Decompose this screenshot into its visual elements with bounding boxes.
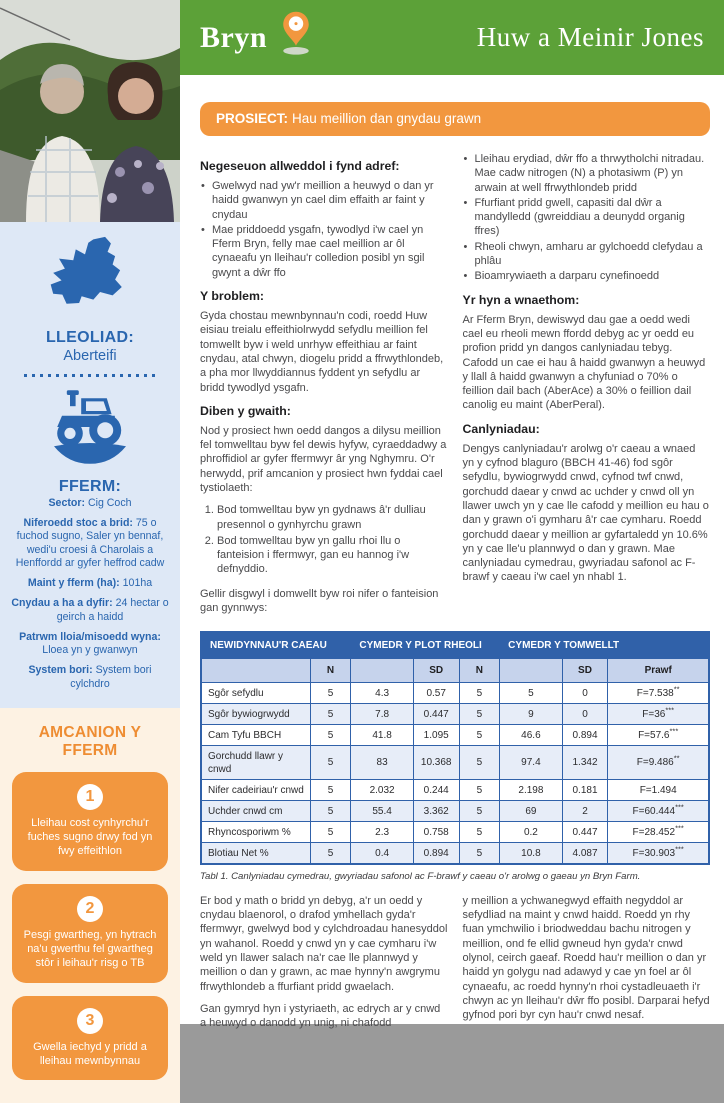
group-header: CYMEDR Y PLOT RHEOLI — [351, 632, 500, 659]
benefits-list — [463, 152, 711, 284]
row-label: Rhyncosporiwm % — [201, 822, 310, 843]
table-row — [201, 704, 709, 725]
table-cell: 1.095 — [413, 725, 459, 746]
table-cell: 9 — [500, 704, 562, 725]
row-label: Gorchudd llawr y cnwd — [201, 746, 310, 780]
sub-header — [351, 659, 413, 683]
table-cell: 0.894 — [562, 725, 608, 746]
farmers-photo — [0, 0, 180, 222]
objective-card-1 — [12, 772, 168, 871]
group-header: CYMEDR Y TOMWELLT — [500, 632, 709, 659]
table-cell: 0 — [562, 683, 608, 704]
brand-logo: Bryn — [200, 20, 268, 54]
table-cell: F=57.6*** — [608, 725, 709, 746]
row-label: Sgôr bywiogrwydd — [201, 704, 310, 725]
table-cell: 2.032 — [351, 780, 413, 801]
objective-text: Lleihau cost cynhyrchu'r fuches sugno drwy fod yn fwy effeithlon — [27, 816, 153, 858]
table-cell: 0.894 — [413, 843, 459, 865]
sub-header — [500, 659, 562, 683]
section-heading-key-messages: Negeseuon allweddol i fynd adref: — [200, 159, 400, 173]
table-cell: 4.3 — [351, 683, 413, 704]
table-cell: F=7.538** — [608, 683, 709, 704]
table-cell: 0.447 — [562, 822, 608, 843]
wales-map-icon — [8, 236, 172, 323]
table-cell: 5 — [459, 843, 500, 865]
table-cell: 10.8 — [500, 843, 562, 865]
sub-header — [201, 659, 310, 683]
closing-right-column — [463, 894, 711, 1039]
farm-detail — [8, 577, 172, 590]
table-cell: 10.368 — [413, 746, 459, 780]
table-cell: 5 — [459, 822, 500, 843]
closing-left-column — [200, 894, 448, 1039]
table-cell: 7.8 — [351, 704, 413, 725]
table-cell: 0.57 — [413, 683, 459, 704]
closing-paragraph: Gan gymryd hyn i ystyriaeth, ac edrych ar y cnwd a heuwyd o danodd yn unig, ni chafodd — [200, 1002, 441, 1030]
sub-header: Prawf — [608, 659, 709, 683]
table-cell: 1.342 — [562, 746, 608, 780]
list-item: • Mae priddoedd ysgafn, tywodlyd i'w cael yn Fferm Bryn, felly mae cael meillion ar ôl cynaeafu yn lleihau'r colledion posibl yn sgil gwynt a dŵr ffo — [200, 223, 448, 280]
main-area — [180, 0, 724, 1030]
page-header — [180, 0, 724, 75]
aim-outro: Gellir disgwyl i domwellt byw roi nifer o fanteision gan gynnwys: — [200, 587, 439, 615]
table-cell: 46.6 — [500, 725, 562, 746]
table-cell: 5 — [459, 780, 500, 801]
row-label: Cam Tyfu BBCH — [201, 725, 310, 746]
table-cell: F=9.486** — [608, 746, 709, 780]
location-value: Aberteifi — [63, 348, 117, 364]
aim-intro: Nod y prosiect hwn oedd dangos a dilysu meillion fel tomwelltau byw fel dewis hyfyw, cyraeddadwy a phroffidiol ar gyfer ffermwyr âr yng Nghymru. O'r herwydd, prif amcanion y prosiect hwn fyddai cael tystiolaeth: — [200, 424, 447, 494]
table-cell: 5 — [310, 683, 351, 704]
table-cell: F=60.444*** — [608, 801, 709, 822]
table-row — [201, 725, 709, 746]
objective-number: 2 — [77, 896, 103, 922]
two-column-text — [200, 150, 710, 623]
table-group-header-row — [201, 632, 709, 659]
closing-paragraph: y meillion a ychwanegwyd effaith negyddol ar sefydliad na maint y cnwd haidd. Roedd yn rhy fuan ymchwilio i briodweddau bachu nitrogen y meillion, ond fe ellid gwneud hyn gyda'r cnwd olynol, ceirch gaeaf. Roedd hau'r meillion o dan yr haidd yn golygu nad adawyd y cae yn foel ar ôl cynaeafu, ac roedd hynny'n rhoi cystadleuaeth i'r chwyn ac yn lleihau'r dŵr ffo posibl. Darparai hefyd gyfnod pori byr cyn hau'r cnwd nesaf. — [462, 894, 710, 1022]
sub-header: SD — [562, 659, 608, 683]
table-cell: 5 — [459, 725, 500, 746]
results-table-body — [201, 683, 709, 865]
table-cell: 83 — [351, 746, 413, 780]
dotted-divider — [24, 374, 156, 377]
sub-header: N — [459, 659, 500, 683]
table-cell: 5 — [459, 683, 500, 704]
list-item: 1. Bod tomwelltau byw yn gydnaws â'r dulliau presennol o gynhyrchu grawn — [217, 503, 448, 532]
list-item: • Bioamrywiaeth a darparu cynefinoedd — [463, 269, 711, 283]
table-row — [201, 843, 709, 865]
table-cell: 5 — [310, 725, 351, 746]
closing-two-column-text — [200, 894, 710, 1039]
table-cell: 2.3 — [351, 822, 413, 843]
table-row — [201, 780, 709, 801]
farm-detail — [8, 631, 172, 657]
table-cell: 5 — [310, 780, 351, 801]
table-cell: 0.244 — [413, 780, 459, 801]
table-row — [201, 683, 709, 704]
detail-label: System bori: — [28, 664, 93, 677]
table-row — [201, 801, 709, 822]
table-cell: 5 — [459, 704, 500, 725]
location-panel — [0, 222, 180, 708]
list-item: 2. Bod tomwelltau byw yn gallu rhoi llu o fanteision i ffermwyr, gan eu hannog i'w defnyddio. — [217, 534, 448, 577]
table-cell: 69 — [500, 801, 562, 822]
detail-value: Lloea yn y gwanwyn — [42, 644, 138, 657]
objectives-panel — [0, 708, 180, 1103]
list-item: • Lleihau erydiad, dŵr ffo a thrwytholchi nitradau. Mae cadw nitrogen (N) a photasiwm (P) yn arwain at well ffrwythlondeb pridd — [463, 152, 711, 195]
table-cell: 5 — [310, 801, 351, 822]
sub-header: SD — [413, 659, 459, 683]
detail-label: Sector: — [48, 497, 85, 509]
section-heading-what-we-did: Yr hyn a wnaethom: — [462, 292, 580, 307]
table-cell: 0.758 — [413, 822, 459, 843]
sub-header: N — [310, 659, 351, 683]
group-header: NEWIDYNNAU'R CAEAU — [201, 632, 351, 659]
detail-label: Niferoedd stoc a brid: — [23, 517, 133, 530]
detail-label: Maint y fferm (ha): — [27, 577, 120, 590]
table-cell: 41.8 — [351, 725, 413, 746]
farm-heading: FFERM: — [58, 478, 122, 495]
detail-value: System bori cylchdro — [70, 664, 152, 690]
table-cell: 5 — [459, 801, 500, 822]
objective-text: Gwella iechyd y pridd a lleihau mewnbynnau — [33, 1040, 147, 1067]
table-cell: 3.362 — [413, 801, 459, 822]
detail-label: Patrwm lloia/misoedd wyna: — [19, 630, 161, 643]
detail-value: 101ha — [122, 577, 153, 590]
row-label: Blotiau Net % — [201, 843, 310, 865]
table-cell: 4.087 — [562, 843, 608, 865]
project-banner — [200, 102, 710, 136]
page-title: Huw a Meinir Jones — [476, 22, 704, 52]
left-column — [200, 150, 448, 623]
row-label: Uchder cnwd cm — [201, 801, 310, 822]
objective-card-2 — [12, 884, 168, 983]
list-item: • Ffurfiant pridd gwell, capasiti dal dŵr a mandylledd (gwreiddiau a deunydd organig ffres) — [463, 196, 711, 239]
table-row — [201, 746, 709, 780]
objective-number: 1 — [77, 784, 103, 810]
right-column — [463, 150, 711, 623]
table-cell: 2 — [562, 801, 608, 822]
table-cell: 5 — [310, 843, 351, 865]
objective-text: Pesgi gwartheg, yn hytrach na'u gwerthu fel gwartheg stôr i leihau'r risg o TB — [23, 928, 157, 970]
table-cell: 0.4 — [351, 843, 413, 865]
table-cell: 2.198 — [500, 780, 562, 801]
key-messages-list — [200, 179, 448, 280]
section-heading-aim: Diben y gwaith: — [200, 403, 291, 418]
location-heading: LLEOLIAD: — [45, 329, 135, 346]
results-text: Dengys canlyniadau'r arolwg o'r caeau a wnaed yn y cyfnod blaguro (BBCH 41-46) fod sgôr sefydlu, bywiogrwydd cnwd, cyfnod twf cnwd, gorchudd daear y cnwd ac uchder y cnwd oll yn llawer uwch yn y cae lle cafodd y meillion eu hau o dan y grawn o'i gymharu â'r cae cymharu. Roedd gorchudd daear y meillion ar gyfartaledd yn 10.6% yn y cae lle'u plannwyd o dan y grawn. Mae canlyniadau cymedrau, gwyriadau safonol ac F-brawf y caeau i'w cael yn nhabl 1. — [462, 442, 709, 584]
project-label: PROSIECT: — [216, 111, 289, 126]
detail-label: Cnydau a ha a dyfir: — [11, 597, 113, 610]
tractor-icon — [8, 387, 172, 472]
farm-detail — [8, 664, 172, 690]
table-cell: 0.447 — [413, 704, 459, 725]
row-label: Nifer cadeiriau'r cnwd — [201, 780, 310, 801]
table-row — [201, 822, 709, 843]
farmers-photo-graphic — [0, 0, 180, 222]
sidebar — [0, 0, 180, 1067]
content — [180, 150, 724, 1039]
table-cell: F=36*** — [608, 704, 709, 725]
farm-detail — [8, 597, 172, 623]
table-cell: F=28.452*** — [608, 822, 709, 843]
section-heading-results: Canlyniadau: — [462, 421, 540, 436]
location-pin-icon — [279, 10, 313, 61]
aim-numbered-list — [200, 503, 448, 576]
objectives-heading: AMCANION Y FFERM — [38, 723, 142, 759]
list-item: • Rheoli chwyn, amharu ar gylchoedd clefydau a phlâu — [463, 240, 711, 269]
project-title: Hau meillion dan gnydau grawn — [292, 111, 482, 126]
objective-card-3 — [12, 996, 168, 1081]
detail-value: Cig Coch — [87, 497, 132, 509]
detail-value: 75 o fuchod sugno, Saler yn bennaf, wedi'u croesi â Charolais a Henffordd ar gyfer heffrod cadw — [15, 517, 165, 569]
table-cell: 97.4 — [500, 746, 562, 780]
table-caption: Tabl 1. Canlyniadau cymedrau, gwyriadau safonol ac F-brawf y caeau o'r arolwg o gaeau yn Bryn Farm. — [200, 871, 641, 883]
table-cell: 0 — [562, 704, 608, 725]
table-cell: 5 — [459, 746, 500, 780]
farm-details — [8, 497, 172, 691]
section-heading-problem: Y broblem: — [200, 289, 265, 304]
table-cell: 0.181 — [562, 780, 608, 801]
list-item: • Gwelwyd nad yw'r meillion a heuwyd o dan yr haidd gwanwyn yn cael dim effaith ar faint y cnydau — [200, 179, 448, 222]
table-sub-header-row — [201, 659, 709, 683]
table-cell: 0.2 — [500, 822, 562, 843]
what-we-did-text: Ar Fferm Bryn, dewiswyd dau gae a oedd wedi cael eu rheoli mewn ffordd debyg ac yr oedd eu profion pridd yn dangos canlyniadau tebyg. Cafodd un cae ei hau â haidd gwanwyn a heuwyd y llall â haidd gwanwyn a chyfuniad o 70% o feillion dail bach (AberAce) a 30% o feillion dail canolig eu maint (AberPeral). — [462, 313, 706, 412]
table-cell: 5 — [500, 683, 562, 704]
farm-detail — [8, 497, 172, 510]
table-cell: F=30.903*** — [608, 843, 709, 865]
problem-text: Gyda chostau mewnbynnau'n codi, roedd Huw eisiau treialu effeithiolrwydd sefydlu meillion fel tomwellt byw i weld unrhyw effeithiau ar faint cnydau, atal chwyn, diogelu pridd a ffrwythlondeb, a pha mor llwyddiannus fyddent yn sefydlu ar bridd tywodlyd ysgafn. — [200, 310, 444, 394]
objective-number: 3 — [77, 1008, 103, 1034]
table-cell: 5 — [310, 704, 351, 725]
table-cell: F=1.494 — [608, 780, 709, 801]
row-label: Sgôr sefydlu — [201, 683, 310, 704]
table-cell: 5 — [310, 746, 351, 780]
closing-paragraph: Er bod y math o bridd yn debyg, a'r un oedd y cnydau blaenorol, o drafod ymhellach gyda'r ffermwyr, gwelwyd bod y cylchdroadau hanesyddol yn wahanol. Roedd y cnwd yn y cae cymharu i'w weld yn llawer salach na'r cae lle plannwyd y meillion o dan y grawn, ac mae hynny'n awgrymu ffrwythlondeb a ffurfiant pridd gwaelach. — [200, 894, 448, 993]
farm-detail — [8, 517, 172, 570]
table-cell: 5 — [310, 822, 351, 843]
results-table — [200, 631, 710, 865]
detail-value: 24 hectar o geirch a haidd — [56, 597, 169, 623]
table-cell: 55.4 — [351, 801, 413, 822]
